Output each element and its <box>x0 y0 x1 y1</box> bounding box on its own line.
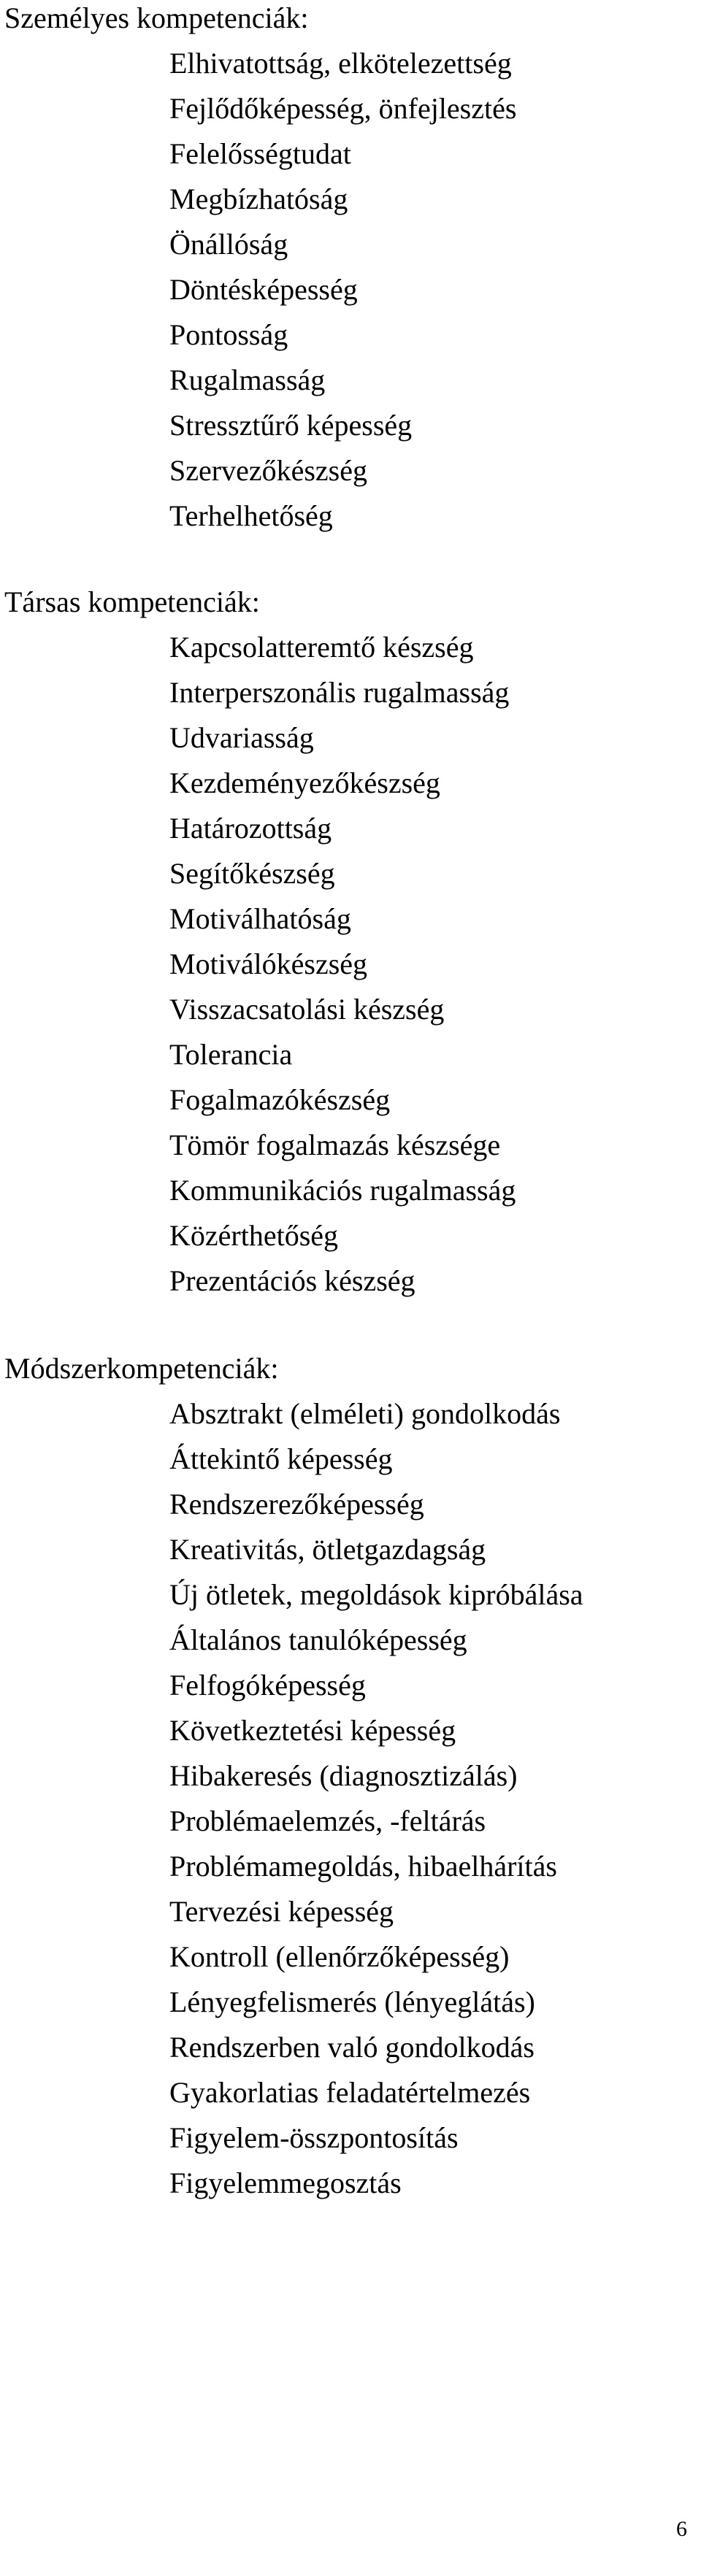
list-item: Figyelemmegosztás <box>169 2166 402 2199</box>
list-item: Általános tanulóképesség <box>169 1623 467 1656</box>
list-item: Interperszonális rugalmasság <box>169 676 510 709</box>
list-item: Elhivatottság, elkötelezettség <box>169 47 512 80</box>
list-item: Kezdeményezőkészség <box>169 766 440 799</box>
list-item: Kommunikációs rugalmasság <box>169 1174 516 1207</box>
list-item: Önállóság <box>169 228 288 261</box>
list-item: Új ötletek, megoldások kipróbálása <box>169 1578 583 1611</box>
list-item: Hibakeresés (diagnosztizálás) <box>169 1759 518 1792</box>
list-item: Szervezőkészség <box>169 454 367 487</box>
list-item: Tolerancia <box>169 1038 293 1071</box>
list-item: Prezentációs készség <box>169 1264 415 1297</box>
list-item: Absztrakt (elméleti) gondolkodás <box>169 1397 561 1430</box>
list-item: Fejlődőképesség, önfejlesztés <box>169 92 517 125</box>
list-item: Segítőkészség <box>169 857 335 890</box>
list-item: Kontroll (ellenőrzőképesség) <box>169 1940 510 1973</box>
section-heading-personal: Személyes kompetenciák: <box>4 1 309 34</box>
list-item: Határozottság <box>169 812 332 845</box>
list-item: Figyelem-összpontosítás <box>169 2121 459 2154</box>
list-item: Rendszerben való gondolkodás <box>169 2031 535 2064</box>
list-item: Kreativitás, ötletgazdagság <box>169 1533 486 1566</box>
list-item: Terhelhetőség <box>169 499 333 532</box>
section-heading-social: Társas kompetenciák: <box>4 585 260 618</box>
list-item: Tömör fogalmazás készsége <box>169 1129 501 1161</box>
list-item: Kapcsolatteremtő készség <box>169 631 474 664</box>
list-item: Motiválhatóság <box>169 902 351 935</box>
list-item: Motiválókészség <box>169 947 368 980</box>
list-item: Közérthetőség <box>169 1219 339 1252</box>
list-item: Udvariasság <box>169 721 314 754</box>
list-item: Tervezési képesség <box>169 1895 394 1928</box>
list-item: Felfogóképesség <box>169 1669 366 1702</box>
list-item: Problémaelemzés, -feltárás <box>169 1804 486 1837</box>
list-item: Visszacsatolási készség <box>169 993 445 1026</box>
list-item: Stressztűrő képesség <box>169 409 413 442</box>
list-item: Fogalmazókészség <box>169 1083 391 1116</box>
list-item: Döntésképesség <box>169 273 358 306</box>
list-item: Felelősségtudat <box>169 137 351 170</box>
list-item: Rugalmasság <box>169 364 326 396</box>
list-item: Áttekintő képesség <box>169 1442 393 1475</box>
list-item: Lényegfelismerés (lényeglátás) <box>169 1985 535 2018</box>
section-heading-method: Módszerkompetenciák: <box>4 1352 279 1385</box>
list-item: Megbízhatóság <box>169 182 348 215</box>
list-item: Gyakorlatias feladatértelmezés <box>169 2076 531 2109</box>
page-number: 6 <box>676 2517 687 2541</box>
list-item: Következtetési képesség <box>169 1714 456 1747</box>
list-item: Pontosság <box>169 318 288 351</box>
list-item: Problémamegoldás, hibaelhárítás <box>169 1850 557 1883</box>
list-item: Rendszerezőképesség <box>169 1488 424 1520</box>
